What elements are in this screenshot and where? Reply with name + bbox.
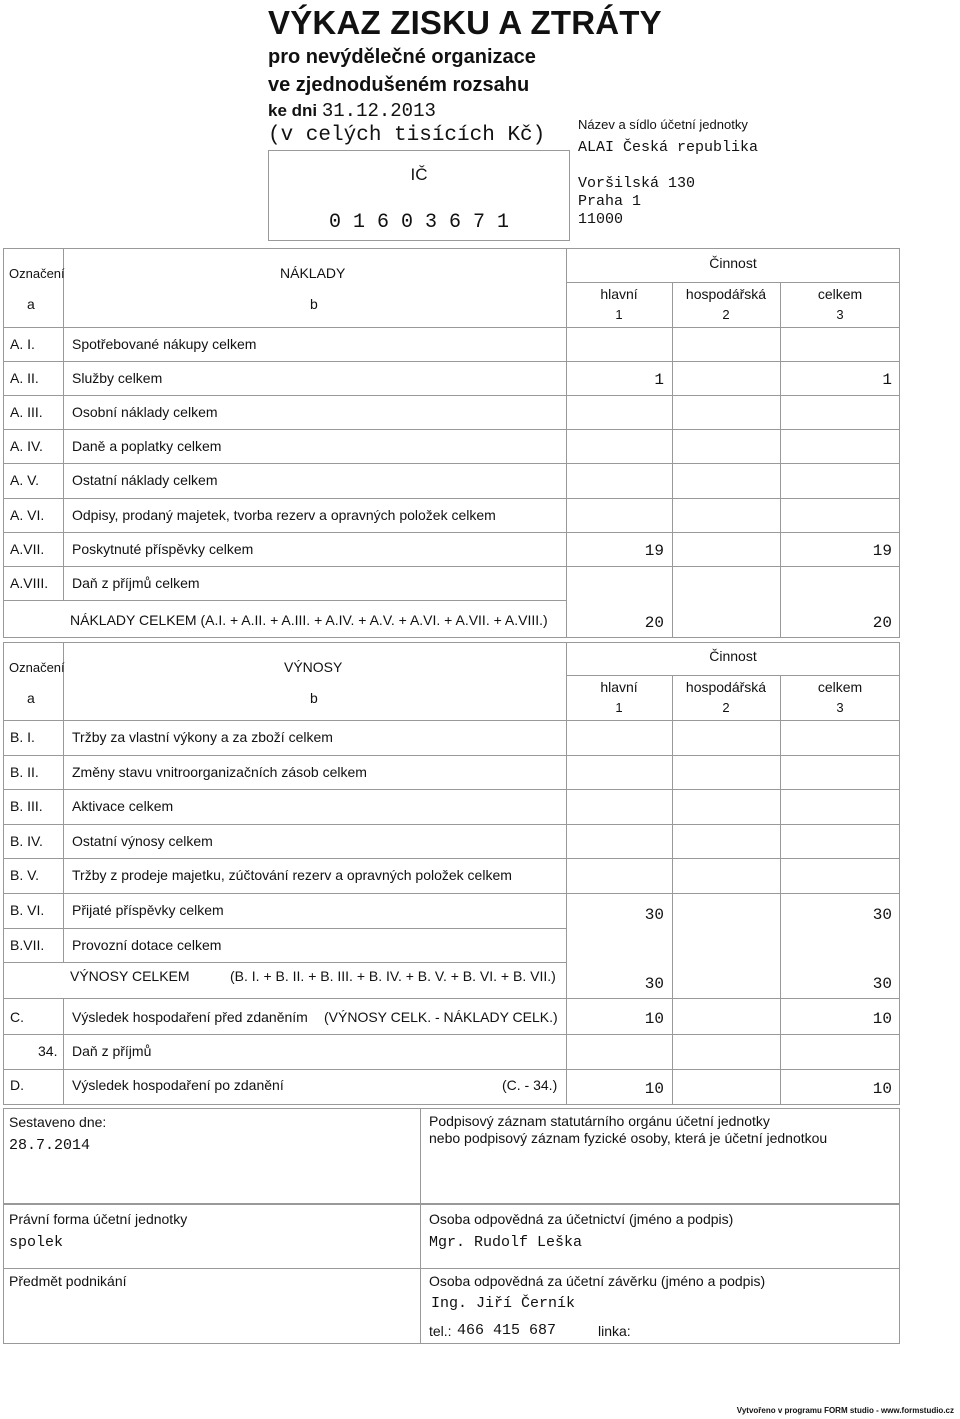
cost-row-code: A. I. <box>10 336 35 352</box>
costs-total-label: NÁKLADY CELKEM (A.I. + A.II. + A.III. + A.IV. + A.V. + A.VI. + A.VII. + A.VIII.) <box>70 612 548 628</box>
footer-note: Vytvořeno v programu FORM studio - www.formstudio.cz <box>736 1406 954 1415</box>
result-d-celkem: 10 <box>872 1080 892 1098</box>
costs-cinnost: Činnost <box>709 255 757 271</box>
revenue-row-label: Provozní dotace celkem <box>72 937 222 953</box>
costs-section-title: NÁKLADY <box>280 265 346 281</box>
cost-row-code: A.VII. <box>10 541 45 557</box>
accountant-value: Mgr. Rudolf Leška <box>429 1234 583 1251</box>
accountant-label: Osoba odpovědná za účetnictví (jméno a podpis) <box>429 1211 734 1227</box>
cost-row-label: Ostatní náklady celkem <box>72 472 218 488</box>
costs-col-celkem: celkem <box>817 286 863 302</box>
cost-row-code: A. V. <box>10 472 40 488</box>
result-d-label: Výsledek hospodaření po zdanění <box>72 1077 284 1093</box>
rev-total-celkem: 30 <box>872 975 892 993</box>
cost-row-label: Osobní náklady celkem <box>72 404 218 420</box>
signature-label-2: nebo podpisový záznam fyzické osoby, která je účetní jednotkou <box>429 1130 828 1146</box>
compiled-value: 28.7.2014 <box>9 1137 91 1154</box>
legal-form-label: Právní forma účetní jednotky <box>9 1211 188 1227</box>
cost-row-code: A. III. <box>10 404 43 420</box>
result-c-formula: (VÝNOSY CELK. - NÁKLADY CELK.) <box>324 1009 558 1025</box>
rev-col-n2: 2 <box>722 700 730 715</box>
report-title: VÝKAZ ZISKU A ZTRÁTY <box>268 4 662 41</box>
rev-col-a: a <box>27 690 35 706</box>
result-c-celkem: 10 <box>872 1010 892 1028</box>
revenue-row-label: Aktivace celkem <box>72 798 174 814</box>
cost-row-label: Daň z příjmů celkem <box>72 575 200 591</box>
costs-col-hosp: hospodářská <box>685 286 767 302</box>
revenue-row-label: Tržby za vlastní výkony a za zboží celkem <box>72 729 333 745</box>
revenue-row-code: B. IV. <box>10 833 43 849</box>
costs-total-celkem: 20 <box>872 614 892 632</box>
cost-row-hlavni: 1 <box>654 371 664 389</box>
revenue-row-code: B. V. <box>10 867 40 883</box>
entity-zip: 11000 <box>578 211 624 228</box>
report-subtitle-2: ve zjednodušeném rozsahu <box>268 74 530 96</box>
date-value: 31.12.2013 <box>321 100 436 122</box>
revenue-row-code: B. I. <box>10 729 35 745</box>
entity-city: Praha 1 <box>578 193 642 210</box>
cost-row-label: Daně a poplatky celkem <box>72 438 222 454</box>
closing-label: Osoba odpovědná za účetní závěrku (jméno a podpis) <box>429 1273 766 1289</box>
rev-total-hlavni: 30 <box>644 975 664 993</box>
rev-oznaceni: Označení <box>9 660 65 675</box>
revenue-row-label: Ostatní výnosy celkem <box>72 833 213 849</box>
revenue-row-code: B. VI. <box>10 902 45 918</box>
cost-row-code: A.VIII. <box>10 575 49 591</box>
tel-value: 466 415 687 <box>457 1322 557 1339</box>
cost-row-code: A. II. <box>10 370 39 386</box>
cost-row-code: A. VI. <box>10 507 45 523</box>
revenue-row-code: B. II. <box>10 764 39 780</box>
tax-34-label: Daň z příjmů <box>72 1043 152 1059</box>
result-c-hlavni: 10 <box>644 1010 664 1028</box>
result-d-formula: (C. - 34.) <box>502 1077 558 1093</box>
result-c-code: C. <box>10 1009 24 1025</box>
cost-row-celkem: 1 <box>882 371 892 389</box>
rev-section-title: VÝNOSY <box>284 659 343 675</box>
report-subtitle-1: pro nevýdělečné organizace <box>268 46 536 68</box>
costs-oznaceni: Označení <box>9 266 65 281</box>
revenue-row-label: Přijaté příspěvky celkem <box>72 902 224 918</box>
rev-total-formula: (B. I. + B. II. + B. III. + B. IV. + B. V. + B. VI. + B. VII.) <box>230 968 556 984</box>
revenue-row-code: B.VII. <box>10 937 45 953</box>
cost-row-hlavni: 19 <box>644 542 664 560</box>
revenue-row-code: B. III. <box>10 798 43 814</box>
rev-total-label: VÝNOSY CELKEM <box>70 968 190 984</box>
legal-form-value: spolek <box>9 1234 64 1251</box>
result-d-code: D. <box>10 1077 24 1093</box>
cost-row-code: A. IV. <box>10 438 43 454</box>
cost-row-celkem: 19 <box>872 542 892 560</box>
rev-cinnost: Činnost <box>709 648 757 664</box>
entity-street: Voršilská 130 <box>578 175 696 192</box>
cost-row-label: Poskytnuté příspěvky celkem <box>72 541 254 557</box>
rev-col-n1: 1 <box>615 700 623 715</box>
units-label: (v celých tisících Kč) <box>268 124 546 147</box>
costs-col-a: a <box>27 296 35 312</box>
ic-label: IČ <box>410 165 428 184</box>
ic-value: 0 1 6 0 3 6 7 1 <box>328 211 510 234</box>
entity-name: ALAI Česká republika <box>578 139 759 156</box>
costs-col-n3: 3 <box>836 307 844 322</box>
result-d-hlavni: 10 <box>644 1080 664 1098</box>
costs-col-n1: 1 <box>615 307 623 322</box>
costs-col-n2: 2 <box>722 307 730 322</box>
entity-label: Název a sídlo účetní jednotky <box>578 117 748 132</box>
closing-value: Ing. Jiří Černík <box>431 1295 576 1312</box>
costs-total-hlavni: 20 <box>644 614 664 632</box>
cost-row-label: Spotřebované nákupy celkem <box>72 336 257 352</box>
cost-row-label: Odpisy, prodaný majetek, tvorba rezerv a opravných položek celkem <box>72 507 496 523</box>
rev-col-celkem: celkem <box>817 679 863 695</box>
cost-row-label: Služby celkem <box>72 370 163 386</box>
rev-vi-hlavni: 30 <box>644 906 664 924</box>
business-label: Předmět podnikání <box>9 1273 127 1289</box>
result-c-label: Výsledek hospodaření před zdaněním <box>72 1009 308 1025</box>
rev-col-hlavni: hlavní <box>600 679 638 695</box>
revenue-row-label: Změny stavu vnitroorganizačních zásob celkem <box>72 764 367 780</box>
date-line <box>268 100 436 122</box>
signature-label-1: Podpisový záznam statutárního orgánu účetní jednotky <box>429 1113 770 1129</box>
linka-label: linka: <box>598 1323 631 1339</box>
rev-col-hosp: hospodářská <box>685 679 767 695</box>
ic-box <box>268 150 570 241</box>
rev-col-b: b <box>310 690 318 706</box>
rev-vi-celkem: 30 <box>872 906 892 924</box>
revenue-row-label: Tržby z prodeje majetku, zúčtování rezerv a opravných položek celkem <box>72 867 512 883</box>
rev-col-n3: 3 <box>836 700 844 715</box>
costs-col-hlavni: hlavní <box>600 286 638 302</box>
tax-34-code: 34. <box>38 1043 58 1059</box>
date-label: ke dni <box>268 101 318 120</box>
compiled-label: Sestaveno dne: <box>9 1114 107 1130</box>
costs-col-b: b <box>310 296 318 312</box>
tel-label: tel.: <box>429 1323 452 1339</box>
